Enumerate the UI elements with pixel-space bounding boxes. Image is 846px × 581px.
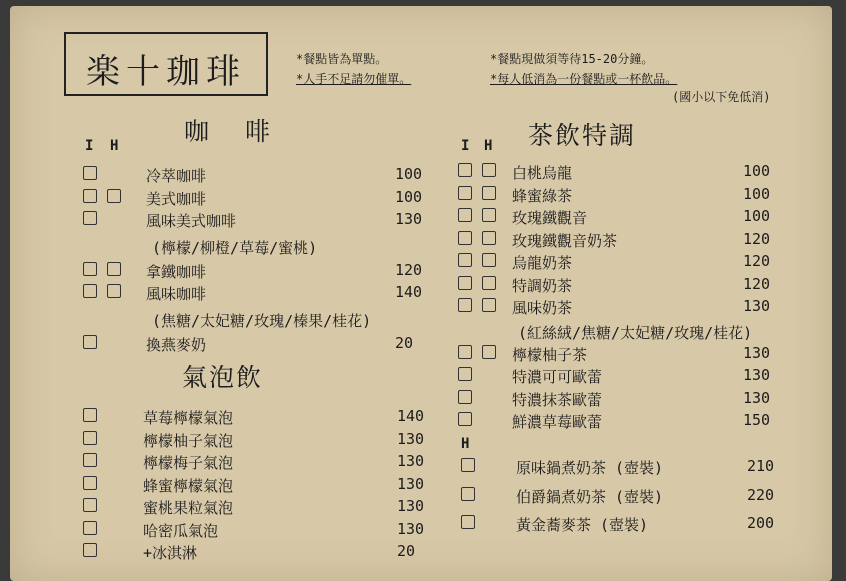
item-name: 換燕麥奶 — [146, 335, 207, 354]
item-name: 哈密瓜氣泡 — [143, 521, 219, 540]
order-checkbox[interactable] — [458, 186, 472, 200]
coffee-heading: 咖 啡 — [184, 117, 284, 146]
order-checkbox[interactable] — [83, 543, 97, 557]
item-name: 風味咖啡 — [146, 285, 207, 303]
flavor-options: (焦糖/太妃糖/玫瑰/榛果/桂花) — [152, 311, 372, 330]
flavor-options: (檸檬/柳橙/草莓/蜜桃) — [152, 238, 318, 257]
menu-item-row — [83, 283, 455, 301]
menu-item-row — [458, 275, 803, 293]
item-price: 120 — [743, 252, 771, 270]
item-name: 風味奶茶 — [512, 299, 573, 317]
item-price: 130 — [395, 210, 423, 228]
coffee-hot-header: H — [110, 138, 119, 154]
order-checkbox[interactable] — [83, 476, 97, 490]
item-price: 210 — [747, 457, 775, 475]
order-checkbox[interactable] — [107, 189, 121, 203]
tea-hot-header: H — [484, 138, 493, 154]
note-wait-time: *餐點現做須等待15-20分鐘。 — [490, 52, 654, 66]
item-name: 伯爵鍋煮奶茶 (壺裝) — [516, 487, 664, 506]
menu-item-row — [83, 407, 457, 425]
order-checkbox[interactable] — [482, 208, 496, 222]
order-checkbox[interactable] — [83, 453, 97, 467]
cafe-title: 楽十珈琲 — [86, 52, 246, 92]
item-price: 100 — [395, 187, 423, 206]
item-name: 特濃抹茶歐蕾 — [512, 390, 603, 409]
item-price: 130 — [743, 366, 771, 384]
item-price: 200 — [747, 514, 775, 532]
order-checkbox[interactable] — [83, 498, 97, 512]
order-checkbox[interactable] — [83, 166, 97, 180]
order-checkbox[interactable] — [482, 231, 496, 245]
item-name: 原味鍋煮奶茶 (壺裝) — [516, 459, 664, 477]
menu-item-row — [458, 411, 803, 429]
order-checkbox[interactable] — [458, 231, 472, 245]
item-price: 130 — [743, 297, 771, 315]
menu-item-row — [458, 207, 803, 225]
menu-item-row — [83, 520, 457, 538]
item-price: 140 — [395, 283, 423, 301]
hot-pot-header: H — [461, 436, 470, 452]
item-price: 100 — [743, 207, 771, 225]
menu-item-row — [458, 162, 803, 180]
menu-item-row — [458, 185, 803, 203]
item-name: 玫瑰鐵觀音 — [512, 209, 588, 227]
item-price: 130 — [397, 519, 425, 538]
order-checkbox[interactable] — [482, 276, 496, 290]
note-no-rush: *人手不足請勿催單。 — [296, 72, 412, 86]
order-checkbox[interactable] — [458, 345, 472, 359]
item-name: 草莓檸檬氣泡 — [143, 409, 234, 427]
menu-item-row — [458, 230, 803, 248]
item-price: 130 — [397, 429, 425, 448]
item-price: 150 — [743, 411, 771, 429]
item-price: 120 — [395, 260, 423, 279]
item-name: 玫瑰鐵觀音奶茶 — [512, 231, 618, 250]
item-price: 120 — [743, 229, 771, 248]
menu-item-row — [461, 514, 807, 532]
order-checkbox[interactable] — [458, 253, 472, 267]
order-checkbox[interactable] — [83, 211, 97, 225]
note-minimum: *每人低消為一份餐點或一杯飲品。 — [490, 72, 678, 86]
menu-item-row — [461, 457, 807, 475]
item-name: 美式咖啡 — [146, 189, 207, 208]
item-name: 特濃可可歐蕾 — [512, 368, 603, 386]
item-name: 蜂蜜檸檬氣泡 — [143, 476, 234, 495]
menu-item-row — [83, 261, 455, 279]
item-name: 檸檬梅子氣泡 — [143, 454, 234, 472]
order-checkbox[interactable] — [482, 298, 496, 312]
menu-item-row — [83, 452, 457, 470]
item-name: 白桃烏龍 — [512, 164, 573, 182]
menu-item-row — [83, 430, 457, 448]
item-name: 蜜桃果粒氣泡 — [143, 499, 234, 517]
order-checkbox[interactable] — [482, 253, 496, 267]
menu-item-row — [83, 188, 455, 206]
coffee-iced-header: I — [85, 138, 94, 154]
order-checkbox[interactable] — [458, 412, 472, 426]
title-box — [64, 32, 268, 96]
menu-item-row — [458, 389, 803, 407]
item-name: 檸檬柚子茶 — [512, 345, 588, 364]
order-checkbox[interactable] — [83, 262, 97, 276]
item-price: 130 — [397, 474, 425, 493]
note-single-order: *餐點皆為單點。 — [296, 52, 388, 66]
menu-item-row — [458, 297, 803, 315]
tea-iced-header: I — [461, 138, 470, 154]
menu-item-row — [83, 210, 455, 228]
order-checkbox[interactable] — [83, 284, 97, 298]
item-price: 140 — [397, 407, 425, 425]
item-price: 220 — [747, 485, 775, 504]
order-checkbox[interactable] — [458, 390, 472, 404]
menu-item-row — [458, 252, 803, 270]
item-name: 黃金蕎麥茶 (壺裝) — [516, 516, 649, 534]
menu-item-row — [83, 334, 455, 352]
order-checkbox[interactable] — [83, 189, 97, 203]
menu-item-row — [83, 497, 457, 515]
item-name: 鮮濃草莓歐蕾 — [512, 413, 603, 431]
order-checkbox[interactable] — [461, 458, 475, 472]
item-price: 130 — [743, 343, 771, 362]
tea-heading: 茶飲特調 — [528, 121, 637, 150]
item-name: 烏龍奶茶 — [512, 254, 573, 272]
order-checkbox[interactable] — [458, 208, 472, 222]
item-price: 20 — [395, 333, 414, 352]
sparkling-heading: 氣泡飲 — [182, 363, 264, 392]
menu-item-row — [83, 475, 457, 493]
order-checkbox[interactable] — [458, 367, 472, 381]
order-checkbox[interactable] — [458, 276, 472, 290]
item-price: 20 — [397, 542, 416, 560]
item-name: 風味美式咖啡 — [146, 212, 237, 230]
menu-item-row — [458, 344, 803, 362]
menu-item-row — [458, 366, 803, 384]
item-price: 100 — [743, 162, 771, 180]
note-children-exempt: (國小以下免低消) — [672, 90, 771, 104]
flavor-options: (紅絲絨/焦糖/太妃糖/玫瑰/桂花) — [518, 323, 753, 342]
item-price: 100 — [743, 184, 771, 203]
order-checkbox[interactable] — [482, 345, 496, 359]
order-checkbox[interactable] — [83, 408, 97, 422]
item-name: 拿鐵咖啡 — [146, 262, 207, 281]
order-checkbox[interactable] — [107, 284, 121, 298]
item-price: 130 — [397, 497, 425, 515]
item-name: 蜂蜜綠茶 — [512, 186, 573, 205]
menu-item-row — [83, 542, 457, 560]
item-price: 130 — [397, 452, 425, 470]
item-name: +冰淇淋 — [143, 544, 198, 562]
item-name: 檸檬柚子氣泡 — [143, 431, 234, 450]
order-checkbox[interactable] — [107, 262, 121, 276]
order-checkbox[interactable] — [482, 186, 496, 200]
item-price: 100 — [395, 165, 423, 183]
menu-item-row — [461, 486, 807, 504]
order-checkbox[interactable] — [482, 163, 496, 177]
order-checkbox[interactable] — [458, 298, 472, 312]
order-checkbox[interactable] — [83, 521, 97, 535]
order-checkbox[interactable] — [461, 487, 475, 501]
menu-item-row — [83, 165, 455, 183]
order-checkbox[interactable] — [461, 515, 475, 529]
item-name: 冷萃咖啡 — [146, 167, 207, 185]
order-checkbox[interactable] — [83, 431, 97, 445]
order-checkbox[interactable] — [83, 335, 97, 349]
item-name: 特調奶茶 — [512, 276, 573, 295]
item-price: 120 — [743, 274, 771, 293]
item-price: 130 — [743, 388, 771, 407]
order-checkbox[interactable] — [458, 163, 472, 177]
